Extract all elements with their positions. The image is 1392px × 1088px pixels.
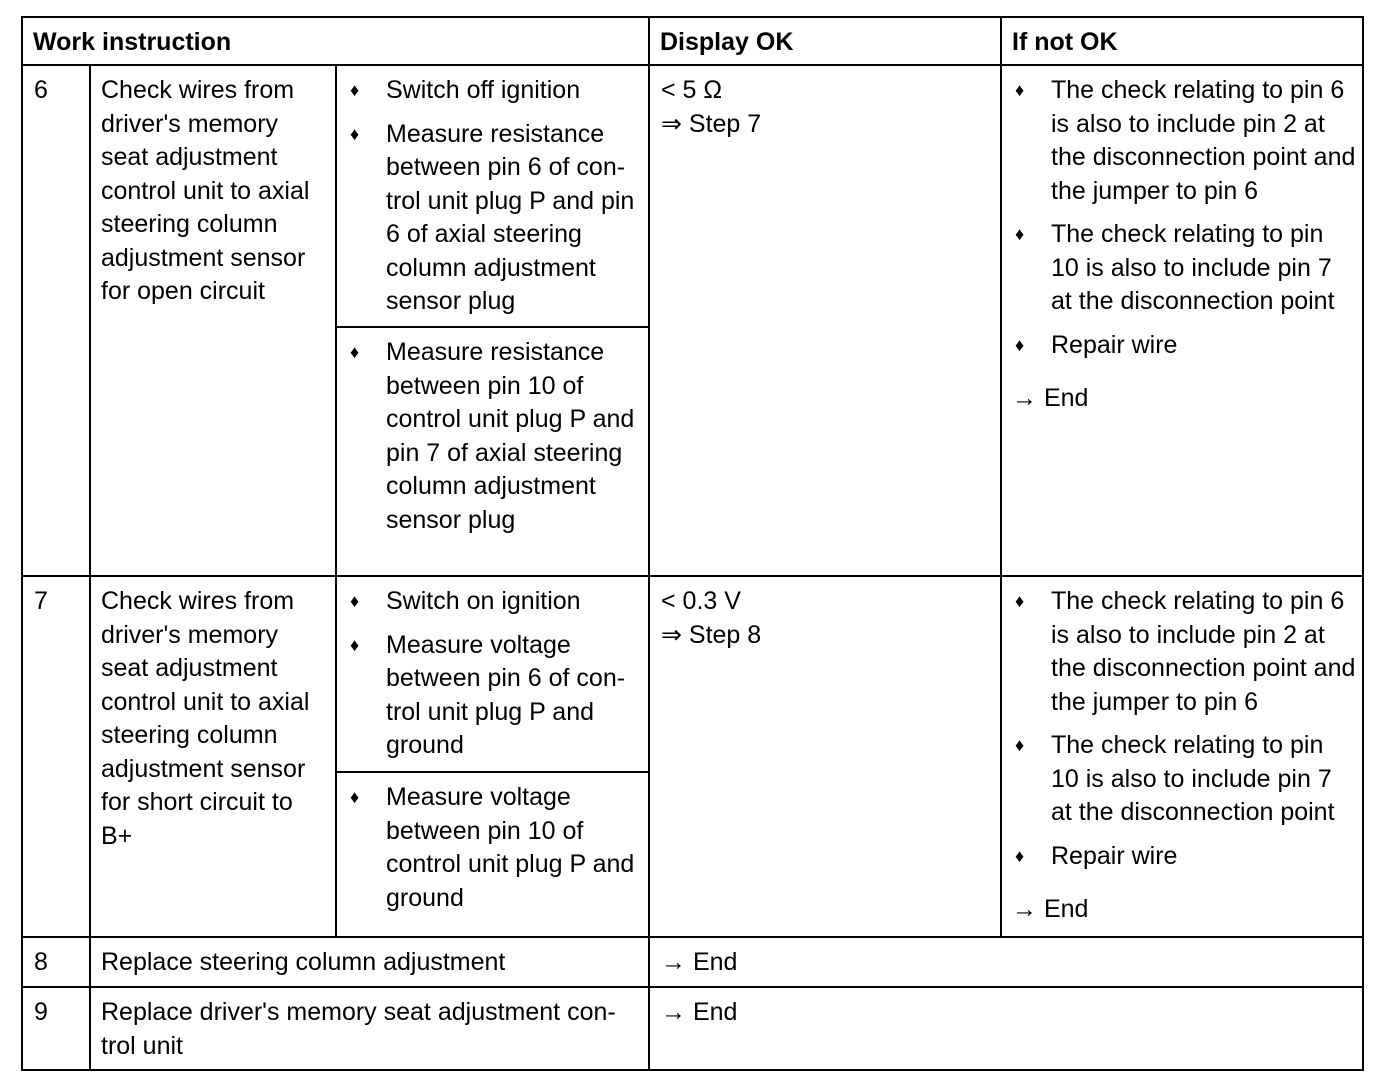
diamond-bullet-icon: ♦: [350, 591, 360, 611]
step-number: 8: [22, 937, 90, 987]
step-actions: [336, 65, 649, 576]
list-item: ♦ The check relating to pin 6 is also to include pin 2 at the disconnection point and the jumper to pin 6: [1015, 587, 1356, 716]
substep-b: [337, 771, 648, 915]
diamond-bullet-icon: ♦: [350, 123, 360, 144]
diamond-bullet-icon: ♦: [1015, 591, 1025, 611]
if-not-ok-cell: [1001, 65, 1363, 576]
display-ok-cell: [649, 65, 1001, 576]
display-next-step: ⇒ Step 7: [661, 109, 762, 138]
header-display-ok: Display OK: [649, 17, 1001, 65]
list-item: ♦ The check relating to pin 10 is also to include pin 7 at the disconnection point: [1015, 731, 1335, 826]
table-row: [22, 65, 1363, 576]
end-marker: → End: [1012, 895, 1089, 923]
table-row: [22, 987, 1363, 1070]
step-description: Check wires from driver's memory seat adjustment control unit to axial steering column adjustment sensor for open circuit: [90, 65, 336, 576]
list-item: ♦ Switch on ignition: [347, 585, 642, 619]
diamond-bullet-icon: ♦: [350, 634, 360, 655]
substep-a: [337, 577, 648, 771]
table-row: [22, 576, 1363, 937]
display-value: < 5 Ω: [661, 76, 723, 104]
substep-b: [337, 326, 648, 537]
header-row: [22, 17, 1363, 65]
step-description: Replace steering column adjustment: [90, 937, 649, 987]
display-value: < 0.3 V: [661, 587, 741, 615]
substep-a: [337, 66, 648, 326]
list-item: ♦ Repair wire: [1012, 840, 1356, 874]
step-description: Replace driver's memory seat adjustment con-trol unit: [90, 987, 649, 1070]
result-cell: → End: [649, 987, 1363, 1070]
list-item: ♦ The check relating to pin 10 is also to include pin 7 at the disconnection point: [1015, 220, 1335, 315]
diamond-bullet-icon: ♦: [1015, 224, 1025, 244]
list-item: ♦ Measure resistance between pin 6 of con-trol unit plug P and pin 6 of axial steering column adjustment sensor plug: [350, 119, 635, 315]
end-marker: → End: [1012, 384, 1089, 412]
step-number: 7: [22, 576, 90, 937]
header-if-not-ok: If not OK: [1001, 17, 1363, 65]
table-row: [22, 937, 1363, 987]
diamond-bullet-icon: ♦: [350, 80, 360, 100]
list-item: ♦ Measure voltage between pin 6 of con-trol unit plug P and ground: [350, 630, 626, 759]
display-next-step: ⇒ Step 8: [661, 620, 762, 649]
list-item: ♦ The check relating to pin 6 is also to include pin 2 at the disconnection point and the jumper to pin 6: [1015, 76, 1356, 205]
list-item: ♦ Repair wire: [1012, 329, 1356, 363]
header-work-instruction: Work instruction: [22, 17, 649, 65]
step-actions: [336, 576, 649, 937]
result-cell: → End: [649, 937, 1363, 987]
diamond-bullet-icon: ♦: [1015, 735, 1025, 755]
diamond-bullet-icon: ♦: [1015, 845, 1025, 866]
step-number: 9: [22, 987, 90, 1070]
list-item: ♦ Measure resistance between pin 10 of control unit plug P and pin 7 of axial steering column adjustment sensor plug: [350, 338, 635, 534]
display-ok-cell: [649, 576, 1001, 937]
diamond-bullet-icon: ♦: [1015, 80, 1025, 100]
if-not-ok-cell: [1001, 576, 1363, 937]
work-instruction-table: [21, 16, 1364, 1071]
diamond-bullet-icon: ♦: [350, 787, 360, 807]
diamond-bullet-icon: ♦: [350, 342, 360, 362]
list-item: ♦ Switch off ignition: [347, 74, 642, 108]
step-number: 6: [22, 65, 90, 576]
step-description: Check wires from driver's memory seat adjustment control unit to axial steering column adjustment sensor for short circuit to B+: [90, 576, 336, 937]
diamond-bullet-icon: ♦: [1015, 334, 1025, 355]
list-item: ♦ Measure voltage between pin 10 of control unit plug P and ground: [350, 783, 635, 912]
